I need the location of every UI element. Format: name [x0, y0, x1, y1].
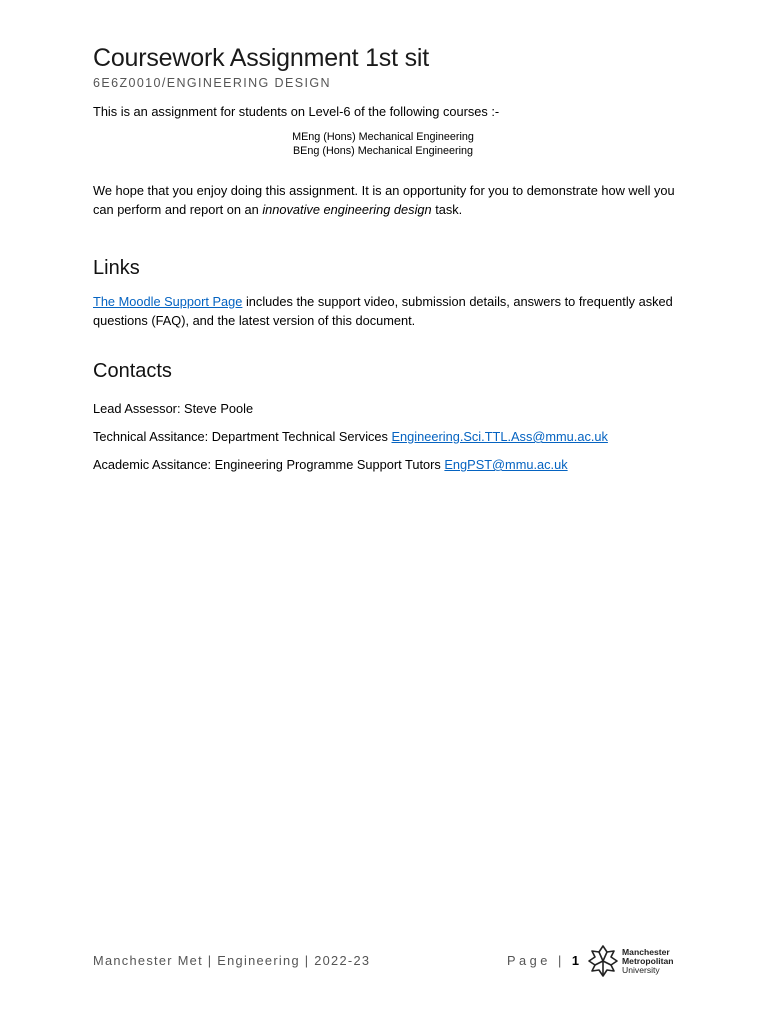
logo-wordmark: [622, 948, 674, 975]
logo-emblem-icon: [586, 943, 620, 979]
logo-line: University: [622, 965, 660, 975]
document-title: Coursework Assignment 1st sit: [93, 44, 429, 72]
academic-assistance-line: [93, 455, 568, 474]
technical-label: Technical Assitance: Department Technical Services: [93, 429, 392, 444]
academic-email-link[interactable]: EngPST@mmu.ac.uk: [444, 457, 568, 472]
links-heading: Links: [93, 257, 140, 279]
technical-assistance-line: [93, 427, 608, 446]
academic-label: Academic Assitance: Engineering Programme Support Tutors: [93, 457, 445, 472]
logo-line: Manchester: [622, 947, 670, 957]
course-item: MEng (Hons) Mechanical Engineering: [292, 131, 474, 143]
footer-page-number: [507, 953, 579, 968]
hope-emphasis: innovative engineering design: [262, 202, 432, 217]
hope-paragraph: [93, 181, 678, 219]
hope-text: We hope that you enjoy doing this assignment. It is an opportunity for you to demonstrate how well you can perform and report on an: [93, 183, 675, 217]
links-paragraph: [93, 292, 678, 330]
lead-assessor-line: Lead Assessor: Steve Poole: [93, 401, 254, 416]
intro-paragraph: This is an assignment for students on Level-6 of the following courses :-: [93, 104, 500, 119]
course-item: BEng (Hons) Mechanical Engineering: [292, 145, 474, 157]
page-label: Page |: [507, 953, 572, 968]
document-subtitle: 6E6Z0010/ENGINEERING DESIGN: [93, 76, 331, 90]
footer-left-text: Manchester Met | Engineering | 2022-23: [93, 953, 371, 968]
logo-line: Metropolitan: [622, 956, 674, 966]
moodle-support-link[interactable]: The Moodle Support Page: [93, 294, 243, 309]
course-list: [93, 130, 673, 158]
links-description: includes the support video, submission details, answers to frequently asked questions (FAQ), and the latest version of this document.: [93, 294, 673, 328]
technical-email-link[interactable]: Engineering.Sci.TTL.Ass@mmu.ac.uk: [391, 429, 608, 444]
contacts-heading: Contacts: [93, 360, 172, 382]
university-logo: [586, 943, 682, 979]
page-number: 1: [571, 953, 579, 968]
hope-suffix: task.: [431, 202, 463, 217]
